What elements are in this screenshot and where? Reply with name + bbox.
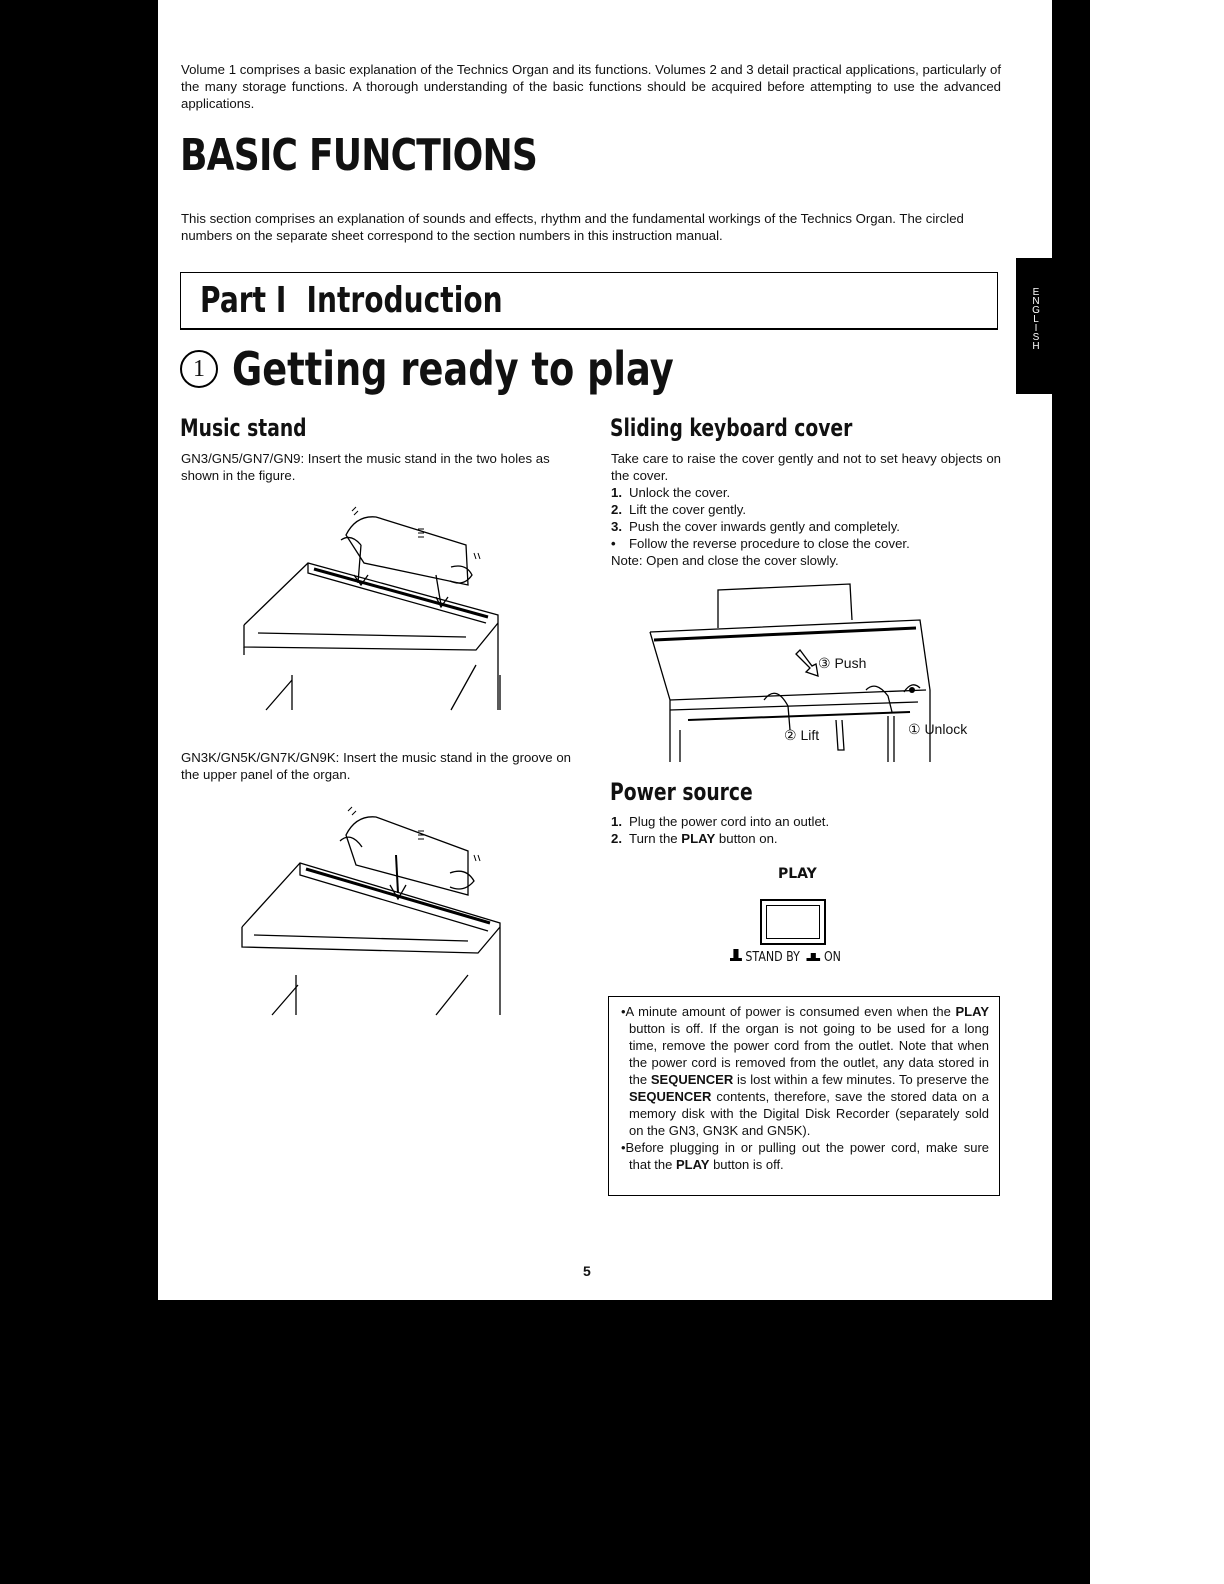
on-label: ON [823, 950, 841, 965]
scan-border-left-inner [122, 0, 158, 1584]
step-text: Plug the power cord into an outlet. [629, 814, 830, 829]
list-item [611, 830, 1001, 847]
step-text: Turn the [629, 831, 682, 846]
standby-icon [730, 949, 742, 961]
music-stand-text-1: GN3/GN5/GN7/GN9: Insert the music stand in the two holes as shown in the figure. [181, 451, 550, 483]
section-heading [180, 342, 784, 396]
section-number-circle: 1 [180, 350, 218, 388]
power-note-box [608, 996, 1000, 1196]
step-text: Push the cover inwards gently and completely. [629, 519, 900, 534]
standby-label: STAND BY [745, 950, 800, 965]
step-text: Unlock the cover. [629, 485, 731, 500]
list-item [611, 518, 1001, 535]
list-item [611, 484, 1001, 501]
on-icon [807, 953, 821, 961]
side-tab-letter: G [1032, 305, 1040, 316]
music-stand-text-2: GN3K/GN5K/GN7K/GN9K: Insert the music stand in the groove on the upper panel of the organ. [181, 750, 571, 782]
list-item [611, 813, 1001, 830]
step-number: 3. [611, 519, 622, 534]
play-label: PLAY [778, 866, 817, 882]
step-number: 2. [611, 502, 622, 517]
play-button[interactable] [760, 899, 826, 945]
music-stand-heading: Music stand [180, 414, 307, 442]
step-number: • [611, 536, 616, 551]
side-tab-letter: S [1032, 332, 1040, 343]
section-title: Getting ready to play [232, 342, 674, 396]
part-title: Introduction [306, 280, 503, 321]
side-tab-letter: I [1034, 323, 1038, 334]
side-tab-letter: E [1032, 287, 1040, 298]
keyboard-cover-figure [640, 580, 1000, 766]
scan-border-bottom [158, 1300, 1052, 1584]
side-tab-letter: N [1032, 296, 1040, 307]
step-text: Lift the cover gently. [629, 502, 747, 517]
sliding-cover-note: Note: Open and close the cover slowly. [611, 553, 839, 568]
list-item [611, 535, 1001, 552]
step-number: 1. [611, 814, 622, 829]
scan-border-left [0, 0, 122, 1584]
list-item [611, 501, 1001, 518]
page-number: 5 [583, 1263, 591, 1279]
language-side-tab [1016, 258, 1056, 394]
note-paragraph-1: •A minute amount of power is consumed even when the PLAY button is off. If the organ is not going to be used for a long time, remove the power cord from the outlet. Note that when the power cord is removed from the outlet, any data stored in the SEQUENCER is lost within a few minutes. To preserve the SEQUENCER contents, therefore, save the stored data on a memory disk with the Digital Disk Recorder (separately sold on the GN3, GN3K and GN5K). [621, 1004, 989, 1138]
intro-paragraph: Volume 1 comprises a basic explanation of the Technics Organ and its functions. Volumes 2 and 3 detail practical applications, particularly of the many storage functions. A thorough understanding of the basic functions should be acquired before attempting to use the advanced applications. [181, 62, 1001, 111]
music-stand-figure-2 [236, 805, 516, 1017]
basic-functions-heading: BASIC FUNCTIONS [180, 130, 538, 181]
power-steps [611, 813, 1001, 847]
side-tab-letter: L [1033, 314, 1039, 325]
lift-label: ② Lift [784, 727, 820, 743]
basic-functions-description: This section comprises an explanation of sounds and effects, rhythm and the fundamental workings of the Technics Organ. The circled numbers on the separate sheet correspond to the section numbers in this instruction manual. [181, 211, 964, 243]
power-source-heading: Power source [610, 778, 753, 806]
unlock-label: ① Unlock [908, 721, 968, 737]
side-tab-letter: H [1032, 341, 1040, 352]
sliding-cover-steps [611, 484, 1001, 552]
part-label: Part I [200, 280, 287, 321]
push-label: ③ Push [818, 655, 867, 671]
step-text: Follow the reverse procedure to close the cover. [629, 536, 910, 551]
part-heading [200, 280, 523, 321]
music-stand-figure-1 [236, 505, 516, 715]
step-number: 1. [611, 485, 622, 500]
sliding-cover-intro: Take care to raise the cover gently and not to set heavy objects on the cover. [611, 451, 1001, 483]
sliding-cover-heading: Sliding keyboard cover [610, 414, 853, 442]
note-paragraph-2: •Before plugging in or pulling out the power cord, make sure that the PLAY button is off. [621, 1140, 989, 1172]
standby-on-legend [730, 949, 841, 965]
step-text-bold: PLAY [681, 831, 716, 846]
step-text: button on. [715, 831, 778, 846]
scan-border-right [1052, 0, 1090, 1584]
step-number: 2. [611, 831, 622, 846]
